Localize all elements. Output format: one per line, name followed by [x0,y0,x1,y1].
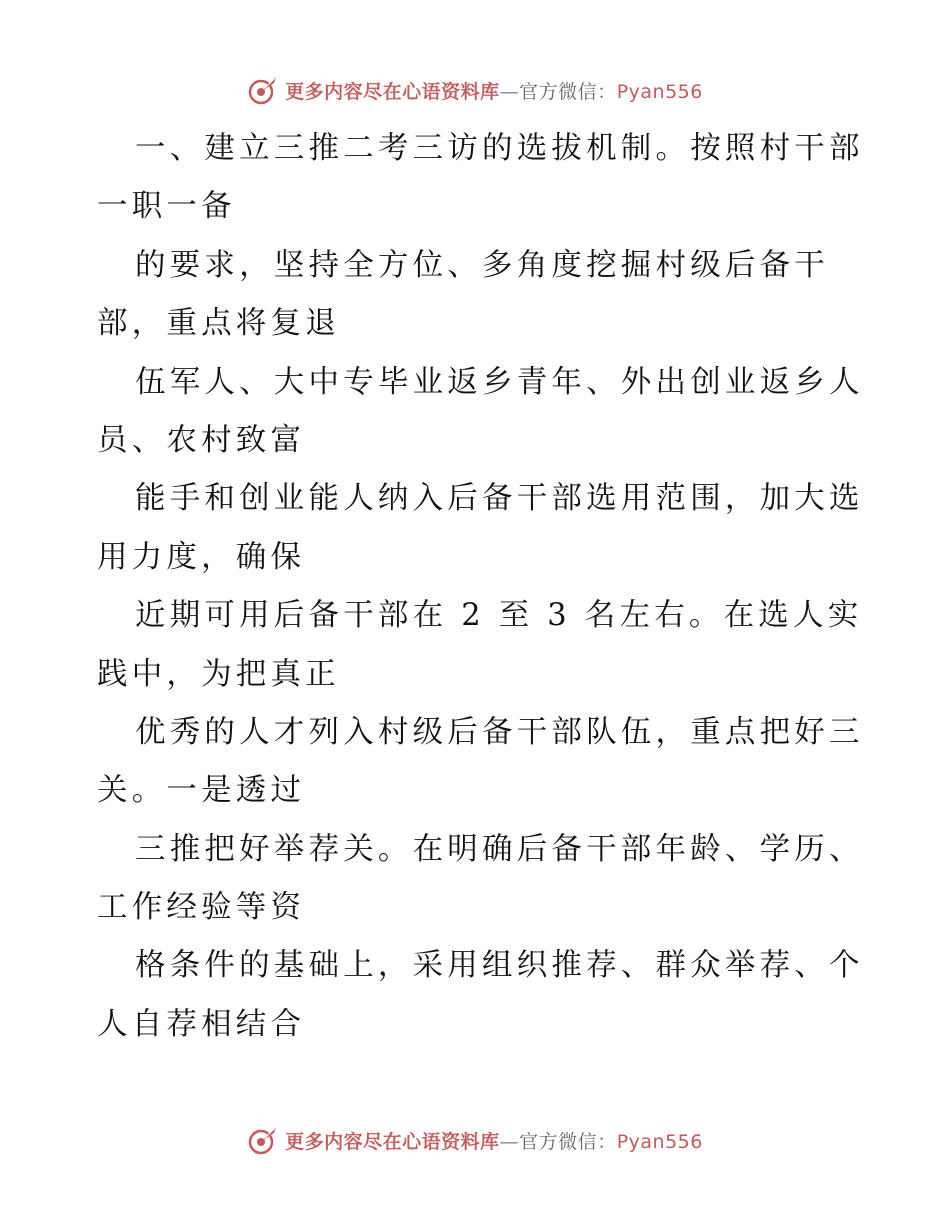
banner-dash: — [499,80,520,103]
header-banner [0,68,950,112]
quill-pen-logo-icon [247,74,279,106]
footer-banner [0,1118,950,1162]
text-line: 一职一备 [97,189,236,225]
text-line: 能手和创业能人纳入后备干部选用范围，加大选 [135,481,864,517]
banner-wechat-id: Pyan556 [616,1130,703,1153]
quill-pen-logo-icon [247,1124,279,1156]
text-line: 践中，为把真正 [97,656,340,692]
text-line: 人自荐相结合 [97,1006,306,1042]
banner-main-text: 更多内容尽在心语资料库 [285,1130,500,1153]
text-line: 关。一是透过 [97,773,306,809]
banner-dash: — [499,1130,520,1153]
banner-wechat-id: Pyan556 [616,80,703,103]
text-line: 部，重点将复退 [97,306,340,342]
text-line: 工作经验等资 [97,890,306,926]
banner-official-label: 官方微信： [519,80,617,103]
text-line: 员、农村致富 [97,422,306,458]
text-line: 优秀的人才列入村级后备干部队伍，重点把好三 [135,714,864,750]
text-line: 用力度，确保 [97,539,306,575]
text-line: 三推把好举荐关。在明确后备干部年龄、学历、 [135,831,864,867]
text-line: 的要求，坚持全方位、多角度挖掘村级后备干 [135,247,829,283]
banner-main-text: 更多内容尽在心语资料库 [285,80,500,103]
text-line: 近期可用后备干部在 2 至 3 名左右。在选人实 [135,598,863,634]
text-line: 一、建立三推二考三访的选拔机制。按照村干部 [135,131,864,166]
document-body [97,120,864,1054]
text-line: 格条件的基础上，采用组织推荐、群众举荐、个 [135,948,864,984]
banner-official-label: 官方微信： [519,1130,617,1153]
text-line: 伍军人、大中专毕业返乡青年、外出创业返乡人 [135,364,864,400]
